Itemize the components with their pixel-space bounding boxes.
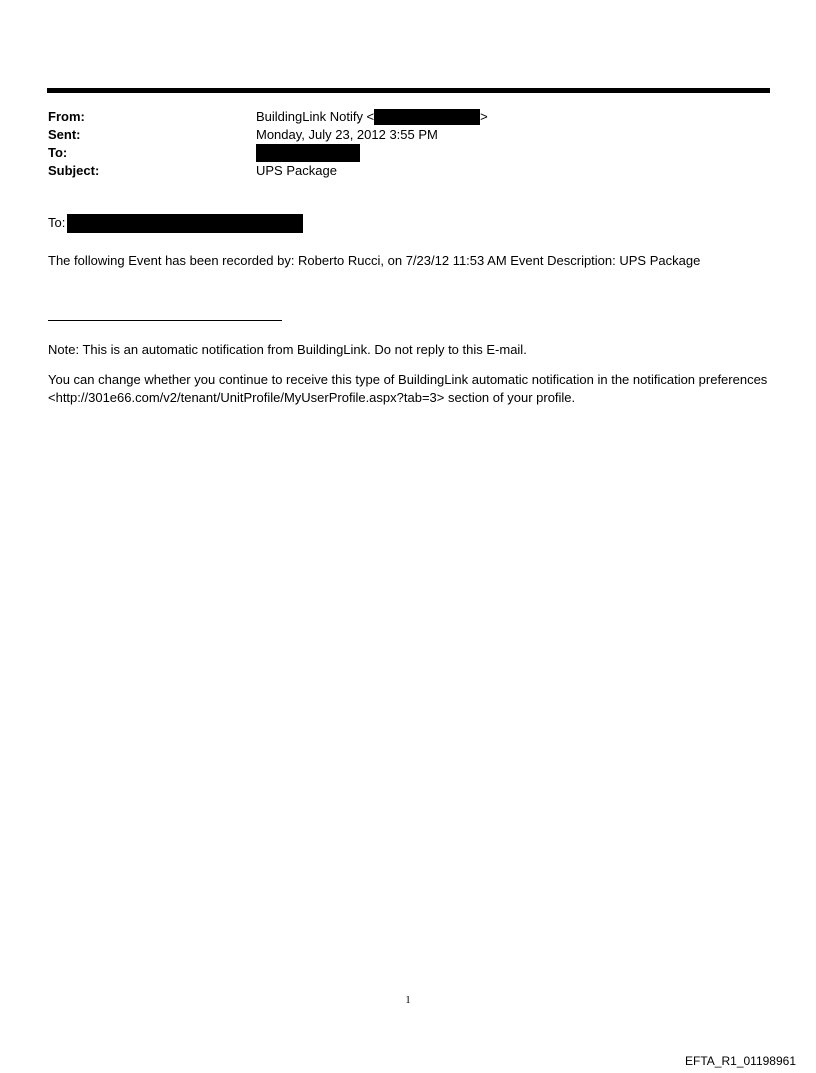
notification-notes [48,341,768,419]
from-close: > [480,109,488,124]
signature-divider [48,320,282,321]
subject-value: UPS Package [256,163,337,178]
auto-notification-note: Note: This is an automatic notification from BuildingLink. Do not reply to this E-mail. [48,342,527,357]
page-number: 1 [405,994,411,1006]
to-label: To: [48,145,68,160]
from-value [256,108,488,126]
to-row [48,144,748,162]
from-row [48,108,748,126]
sent-label: Sent: [48,127,81,142]
subject-row [48,162,748,180]
body-to-redaction [67,214,303,233]
email-header [48,108,748,180]
from-name: BuildingLink Notify < [256,109,375,124]
sent-value: Monday, July 23, 2012 3:55 PM [256,127,438,142]
sent-row [48,126,748,144]
body-to-label: To: [48,215,66,230]
from-label: From: [48,109,85,124]
from-email-redaction [374,109,480,125]
body-to-line [48,214,748,234]
subject-label: Subject: [48,163,100,178]
email-body [48,214,748,270]
preferences-note: You can change whether you continue to receive this type of BuildingLink automatic notification in the notification preferences <http://301e66.com/v2/tenant/UnitProfile/MyUserProfile.aspx?tab=3> section of your profile. [48,372,768,405]
bates-number: EFTA_R1_01198961 [685,1054,796,1068]
top-divider [47,88,770,93]
to-recipient-redaction [256,144,360,162]
event-description: The following Event has been recorded by: Roberto Rucci, on 7/23/12 11:53 AM Event Description: UPS Package [48,253,701,268]
